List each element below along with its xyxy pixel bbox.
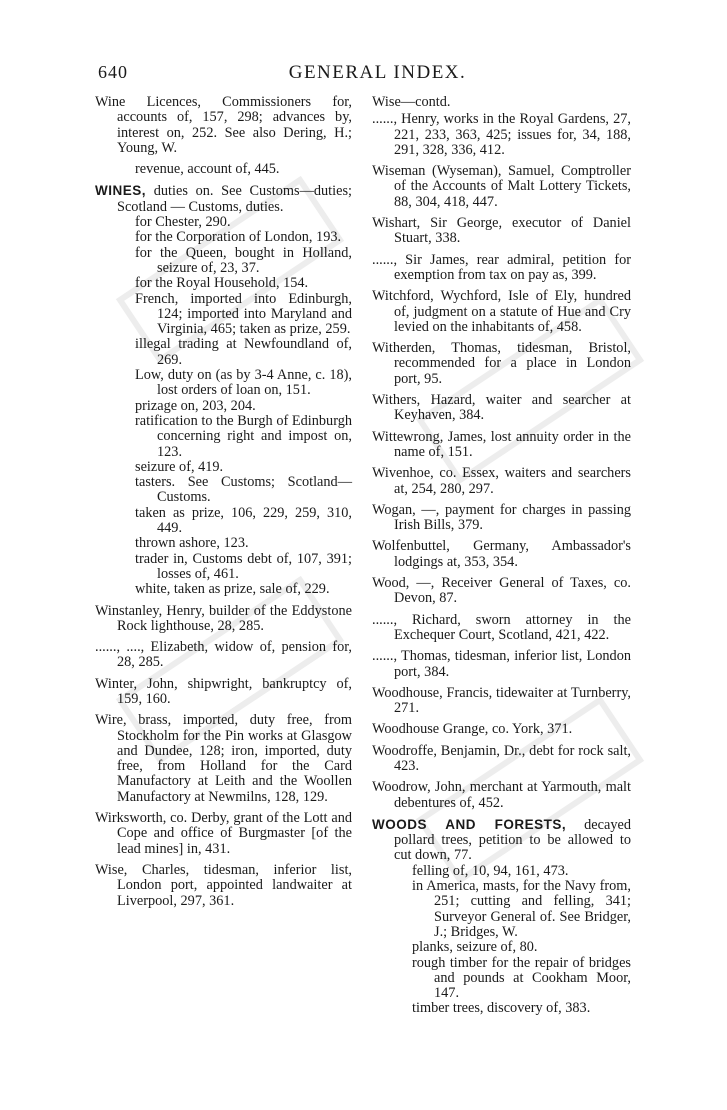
index-subentry bbox=[95, 337, 352, 368]
index-text: Wolfenbuttel, Germany, Ambassador's lodgings at, 353, 354. bbox=[372, 538, 631, 570]
index-subentry bbox=[372, 940, 631, 955]
index-entry bbox=[372, 393, 631, 424]
index-text: planks, seizure of, 80. bbox=[412, 939, 538, 956]
index-text: duties on. See Customs—duties; Scotland — Customs, duties. bbox=[117, 183, 352, 215]
index-entry bbox=[95, 677, 352, 708]
index-entry bbox=[372, 112, 631, 158]
index-heading-entry bbox=[95, 183, 352, 215]
index-text: Low, duty on (as by 3-4 Anne, c. 18), lost orders of loan on, 151. bbox=[135, 367, 352, 399]
index-text: ratification to the Burgh of Edinburgh concerning right and impost on, 123. bbox=[135, 412, 352, 460]
index-text: Wise—contd. bbox=[372, 94, 451, 110]
index-text: timber trees, discovery of, 383. bbox=[412, 1000, 591, 1017]
index-text: ......, Thomas, tidesman, inferior list, London port, 384. bbox=[372, 648, 631, 680]
index-subentry bbox=[372, 879, 631, 940]
index-text: Woodrow, John, merchant at Yarmouth, malt debentures of, 452. bbox=[372, 779, 631, 811]
index-text: ......, Henry, works in the Royal Gardens, 27, 221, 233, 363, 425; issues for, 34, 188, 291, 328, 336, 412. bbox=[372, 111, 631, 158]
running-head-title: GENERAL INDEX. bbox=[288, 62, 467, 83]
index-text: Wittewrong, James, lost annuity order in the name of, 151. bbox=[372, 428, 631, 460]
index-entry bbox=[372, 744, 631, 775]
index-subentry bbox=[95, 399, 352, 414]
index-text: Witherden, Thomas, tidesman, Bristol, recommended for a place in London port, 95. bbox=[372, 340, 631, 387]
index-entry bbox=[372, 341, 631, 387]
index-entry bbox=[95, 604, 352, 635]
index-text: Wirksworth, co. Derby, grant of the Lott and Cope and office of Burgmaster [of the lead mines] in, 431. bbox=[95, 810, 352, 857]
index-entry bbox=[372, 613, 631, 644]
index-text: Wiseman (Wyseman), Samuel, Comptroller of the Accounts of Malt Lottery Tickets, 88, 304, 418, 447. bbox=[372, 163, 631, 210]
index-text: revenue, account of, 445. bbox=[135, 161, 280, 178]
index-subentry bbox=[95, 246, 352, 277]
index-entry bbox=[372, 430, 631, 461]
page-number: 640 bbox=[98, 62, 128, 82]
index-entry bbox=[372, 164, 631, 210]
index-entry bbox=[372, 722, 631, 737]
index-text: in America, masts, for the Navy from, 251; cutting and felling, 341; Surveyor General of. See Bridger, J.; Bridges, W. bbox=[412, 878, 631, 940]
index-text: Winter, John, shipwright, bankruptcy of, 159, 160. bbox=[95, 675, 352, 707]
index-text: Withers, Hazard, waiter and searcher at Keyhaven, 384. bbox=[372, 392, 631, 424]
index-text: Wine Licences, Commissioners for, accounts of, 157, 298; advances by, interest on, 252. See also Dering, H.; Young, W. bbox=[95, 94, 352, 156]
index-entry bbox=[372, 576, 631, 607]
index-entry bbox=[95, 95, 352, 156]
index-heading-term: WOODS AND FORESTS, bbox=[372, 816, 567, 832]
index-text: prizage on, 203, 204. bbox=[135, 397, 256, 414]
index-text: trader in, Customs debt of, 107, 391; losses of, 461. bbox=[135, 550, 352, 582]
index-text: decayed pollard trees, petition to be allowed to cut down, 77. bbox=[394, 816, 631, 864]
index-text: Witchford, Wychford, Isle of Ely, hundred of, judgment on a statute of Hue and Cry levied on the inhabitants of, 458. bbox=[372, 288, 631, 335]
index-text: Wogan, —, payment for charges in passing Irish Bills, 379. bbox=[372, 501, 631, 534]
index-subentry bbox=[95, 162, 352, 177]
index-text: French, imported into Edinburgh, 124; imported into Maryland and Virginia, 465; taken as prize, 259. bbox=[135, 290, 352, 338]
index-subentry bbox=[95, 414, 352, 460]
index-subentry bbox=[95, 276, 352, 291]
index-text: Woodhouse Grange, co. York, 371. bbox=[372, 721, 573, 738]
index-entry bbox=[372, 503, 631, 534]
index-subentry bbox=[372, 864, 631, 879]
index-text: Wivenhoe, co. Essex, waiters and searchers at, 254, 280, 297. bbox=[372, 465, 631, 497]
index-text: ......, Richard, sworn attorney in the Exchequer Court, Scotland, 421, 422. bbox=[372, 611, 631, 643]
index-text: for the Corporation of London, 193. bbox=[135, 229, 342, 246]
index-text: for the Queen, bought in Holland, seizure of, 23, 37. bbox=[135, 244, 352, 276]
index-text: Woodroffe, Benjamin, Dr., debt for rock salt, 423. bbox=[372, 742, 631, 774]
index-heading-entry bbox=[372, 817, 631, 864]
index-subentry bbox=[95, 292, 352, 338]
index-text: tasters. See Customs; Scotland—Customs. bbox=[135, 474, 352, 506]
index-subentry bbox=[95, 230, 352, 245]
index-text: Wood, —, Receiver General of Taxes, co. Devon, 87. bbox=[372, 575, 631, 607]
index-text: Wire, brass, imported, duty free, from Stockholm for the Pin works at Glasgow and Dundee, 128; iron, imported, duty free, from Holland for the Card Manufactory at Leith and the Woollen Manufactory at Newmilns, 128, 129. bbox=[95, 712, 352, 805]
index-text: for Chester, 290. bbox=[135, 214, 231, 231]
index-entry bbox=[95, 713, 352, 805]
index-text: thrown ashore, 123. bbox=[135, 535, 249, 552]
index-subentry bbox=[372, 1001, 631, 1016]
index-subentry bbox=[95, 460, 352, 475]
index-entry bbox=[372, 216, 631, 247]
index-text: ......, Sir James, rear admiral, petition for exemption from tax on pay as, 399. bbox=[372, 251, 631, 283]
index-entry bbox=[95, 863, 352, 909]
index-text: ......, ...., Elizabeth, widow of, pension for, 28, 285. bbox=[95, 639, 352, 671]
index-subentry bbox=[95, 506, 352, 537]
index-text: illegal trading at Newfoundland of, 269. bbox=[135, 336, 352, 368]
index-subentry bbox=[95, 475, 352, 506]
index-entry bbox=[372, 466, 631, 497]
index-entry bbox=[372, 539, 631, 570]
right-column bbox=[372, 95, 631, 1023]
index-heading-term: WINES, bbox=[95, 183, 147, 199]
index-text: Winstanley, Henry, builder of the Eddystone Rock lighthouse, 28, 285. bbox=[95, 602, 352, 634]
index-text: white, taken as prize, sale of, 229. bbox=[135, 581, 330, 598]
index-text: for the Royal Household, 154. bbox=[135, 275, 309, 292]
index-text: rough timber for the repair of bridges and pounds at Cookham Moor, 147. bbox=[412, 954, 631, 1002]
page-header bbox=[98, 58, 657, 88]
index-text: Woodhouse, Francis, tidewaiter at Turnberry, 271. bbox=[372, 684, 631, 717]
left-column bbox=[95, 95, 352, 915]
index-subentry bbox=[372, 956, 631, 1002]
index-entry bbox=[95, 640, 352, 671]
index-entry bbox=[372, 253, 631, 284]
index-text: seizure of, 419. bbox=[135, 458, 224, 475]
index-entry bbox=[372, 686, 631, 717]
index-text: Wise, Charles, tidesman, inferior list, London port, appointed landwaiter at Liverpool, 297, 361. bbox=[95, 861, 352, 909]
index-text: felling of, 10, 94, 161, 473. bbox=[412, 862, 569, 879]
index-subentry bbox=[95, 215, 352, 230]
index-entry bbox=[372, 289, 631, 335]
index-text: Wishart, Sir George, executor of Daniel Stuart, 338. bbox=[372, 215, 631, 247]
index-subentry bbox=[95, 536, 352, 551]
index-subentry bbox=[95, 582, 352, 597]
index-subentry bbox=[95, 552, 352, 583]
index-entry bbox=[372, 780, 631, 811]
index-continuation bbox=[372, 95, 631, 110]
index-subentry bbox=[95, 368, 352, 399]
index-entry bbox=[95, 811, 352, 857]
index-text: taken as prize, 106, 229, 259, 310, 449. bbox=[135, 504, 352, 537]
index-entry bbox=[372, 649, 631, 680]
